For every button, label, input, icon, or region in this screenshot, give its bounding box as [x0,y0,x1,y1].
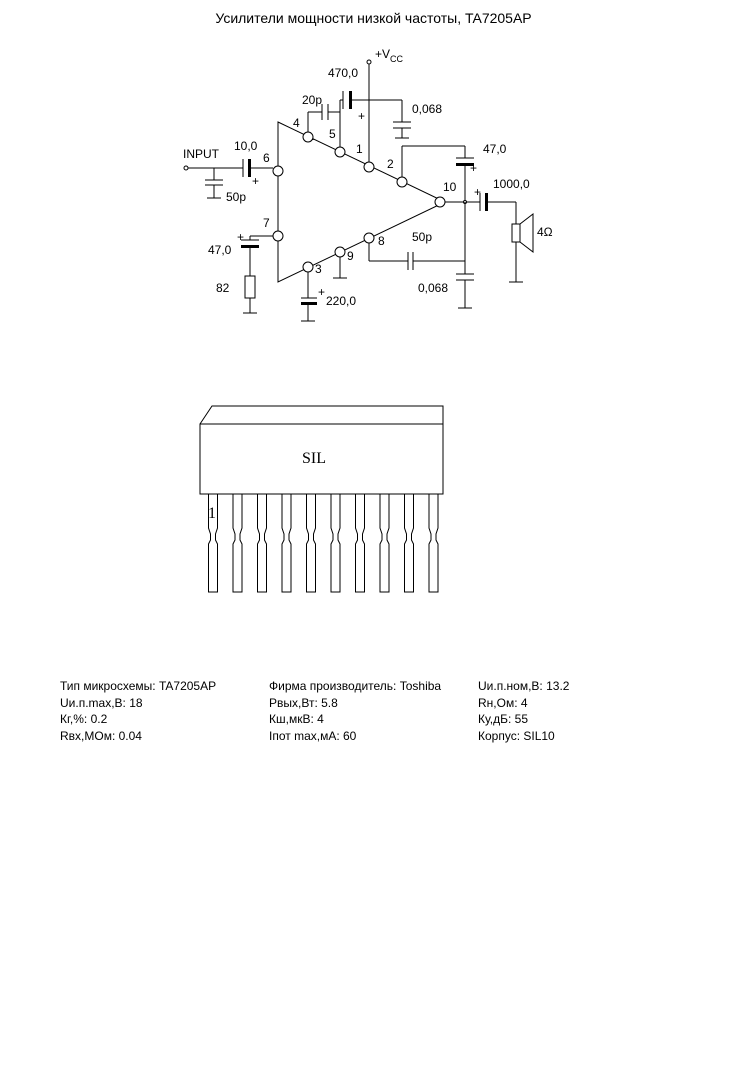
package-lead [405,494,414,592]
svg-text:4: 4 [293,116,300,130]
package-lead [380,494,389,592]
svg-text:7: 7 [263,216,270,230]
svg-text:10: 10 [443,180,457,194]
spec-current-max: Iпот max,мА: 60 [269,728,357,743]
vcc-label: $+V_{CC}$ [375,47,404,64]
package-leads [209,494,439,592]
svg-text:+: + [237,230,245,244]
spec-gain: Ку,дБ: 55 [478,712,529,726]
resistor-82-label: 82 [216,281,230,295]
specs-column-2 [269,678,441,744]
svg-text:+: + [470,161,478,175]
cap-0068-top-label: 0,068 [412,102,443,116]
svg-text:+: + [474,185,482,199]
cap-50p-feedback-label: 50p [412,230,433,244]
svg-text:+: + [252,174,260,188]
spec-package: Корпус: SIL10 [478,728,555,743]
spec-noise: Кш,мкВ: 4 [269,712,324,726]
svg-text:+: + [358,109,366,123]
spec-load: Rн,Ом: 4 [478,695,528,710]
svg-text:2: 2 [387,157,394,171]
spec-manufacturer: Фирма производитель: Toshiba [269,679,442,693]
package-lead [331,494,340,592]
specs-column-3 [478,678,569,744]
svg-text:3: 3 [315,262,322,276]
cap-0068-bottom-label: 0,068 [418,281,449,295]
cap-20p-label: 20p [302,93,323,107]
spec-thd: Кг,%: 0.2 [60,712,108,726]
svg-text:1: 1 [356,142,363,156]
cap-47-right-label: 47,0 [483,142,507,156]
cap-1000-label: 1000,0 [493,177,530,191]
svg-text:+: + [318,285,326,299]
cap-10-label: 10,0 [234,139,258,153]
cap-47-left-label: 47,0 [208,243,232,257]
package-lead [258,494,267,592]
cap-470-label: 470,0 [328,66,359,80]
cap-50p-input-label: 50p [226,190,247,204]
svg-text:5: 5 [329,127,336,141]
package-lead [307,494,316,592]
package-lead [356,494,365,592]
svg-text:6: 6 [263,151,270,165]
svg-text:8: 8 [378,234,385,248]
package-top-bevel [200,406,443,424]
cap-220-label: 220,0 [326,294,357,308]
specs-column-1 [60,678,216,744]
input-label: INPUT [183,147,219,161]
spec-supply-nominal: Uи.п.ном,В: 13.2 [478,679,570,693]
speaker-label: 4Ω [537,225,553,239]
spec-supply-max: Uи.п.max,В: 18 [60,695,143,710]
package-lead [282,494,291,592]
package-label: SIL [302,450,326,467]
package-lead [429,494,438,592]
spec-input-resistance: Rвх,МОм: 0.04 [60,728,142,743]
pin1-label: 1 [208,505,216,522]
spec-output-power: Pвых,Вт: 5.8 [269,695,338,710]
page-title: Усилители мощности низкой частоты, TA7205AP [215,10,532,26]
spec-chip-type: Тип микросхемы: TA7205AP [60,679,217,693]
svg-text:9: 9 [347,249,354,263]
package-lead [233,494,242,592]
